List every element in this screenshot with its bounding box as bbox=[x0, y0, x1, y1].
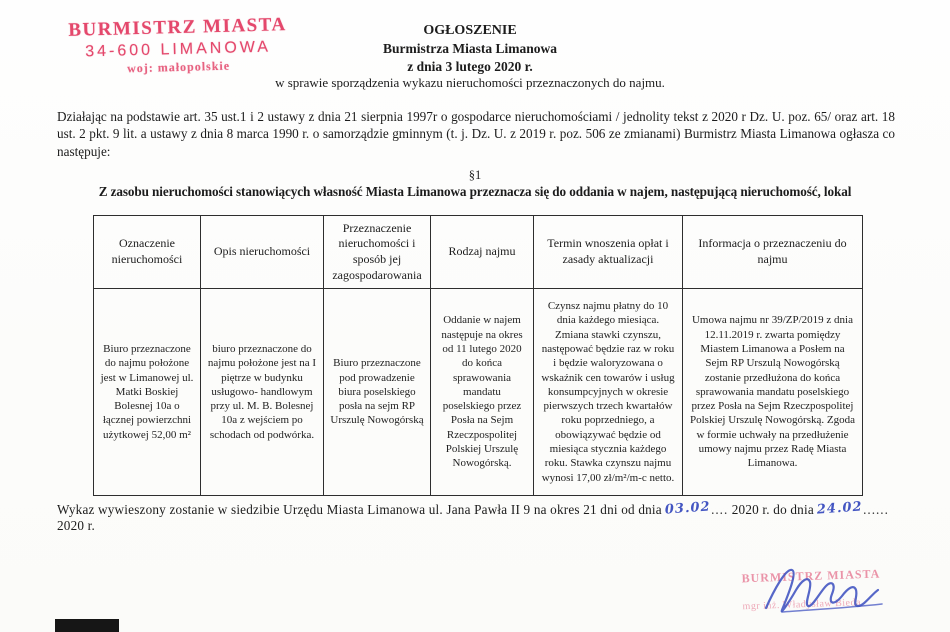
posting-period-line bbox=[57, 499, 917, 534]
posting-text-between: 2020 r. do dnia bbox=[731, 502, 814, 517]
col-header-przeznaczenie: Przeznaczenie nieruchomości i sposób jej zagospodarowania bbox=[324, 216, 431, 289]
section-mark: §1 bbox=[468, 168, 482, 182]
posting-text-suffix: 2020 r. bbox=[57, 518, 96, 533]
document-date: z dnia 3 lutego 2020 r. bbox=[407, 58, 533, 74]
col-header-oznaczenie: Oznaczenie nieruchomości bbox=[94, 216, 201, 289]
posting-text-prefix: Wykaz wywieszony zostanie w siedzibie Urzędu Miasta Limanowa ul. Jana Pawła II 9 na okres 21 dni od dnia bbox=[57, 502, 662, 517]
table-row bbox=[94, 289, 863, 496]
stamp-postal-city: 34-600 LIMANOWA bbox=[85, 38, 272, 61]
col-header-rodzaj-najmu: Rodzaj najmu bbox=[431, 216, 534, 289]
legal-basis-paragraph: Działając na podstawie art. 35 ust.1 i 2 ustawy z dnia 21 sierpnia 1997r o gospodarce nieruchomościami / jednolity tekst z 2020 r Dz. U. poz. 65/ oraz art. 18 ust. 2 pkt. 9 lit. a ustawy z dnia 8 marca 1990 r. o samorządzie gminnym (t. j. Dz. U. z 2019 r. poz. 506 ze zmianami) Burmistrz Miasta Limanowa ogłasza co następuje: bbox=[57, 109, 895, 159]
col-header-informacja: Informacja o przeznaczeniu do najmu bbox=[683, 216, 863, 289]
stamp-voivodeship: woj: małopolskie bbox=[126, 58, 231, 76]
document-subject: w sprawie sporządzenia wykazu nieruchomości przeznaczonych do najmu. bbox=[275, 75, 665, 91]
mayor-stamp-title: BURMISTRZ MIASTA bbox=[741, 566, 881, 586]
property-listing-table bbox=[93, 215, 863, 496]
mayor-stamp-name: mgr inż. Władysław Bieda bbox=[742, 597, 862, 613]
document-issuer: Burmistrza Miasta Limanowa bbox=[383, 41, 557, 57]
scan-artifact-black-box bbox=[55, 619, 119, 632]
cell-termin-oplat: Czynsz najmu płatny do 10 dnia każdego miesiąca. Zmiana stawki czynszu, następować będzie raz w roku i będzie waloryzowana o wskaźnik cen towarów i usług konsumpcyjnych w okresie pierwszych trzech kwartałów roku poprzedniego, a obowiązywać będzie od miesiąca stycznia każdego roku. Stawka czynszu najmu wynosi 17,00 zł/m²/m-c netto. bbox=[534, 289, 683, 496]
document-header bbox=[170, 22, 770, 92]
cell-informacja: Umowa najmu nr 39/ZP/2019 z dnia 12.11.2019 r. zwarta pomiędzy Miastem Limanowa a Posłem na Sejm RP Urszulą Nowogórską zostanie przedłużona do końca sprawowania mandatu poselskiego przez Posła na Sejm Rzeczpospolitej Polskiej Urszulę Nowogórską. Zgoda w formie uchwały na przedłużenie umowy najmu przez Radę Miasta Limanowa. bbox=[683, 289, 863, 496]
section-heading: Z zasobu nieruchomości stanowiących własność Miasta Limanowa przeznacza się do oddania w najem, następującą nieruchomość, lokal bbox=[98, 184, 852, 199]
table-header-row bbox=[94, 216, 863, 289]
dotted-leader-2: ...... bbox=[863, 502, 889, 517]
cell-opis: biuro przeznaczone do najmu położone jest na I piętrze w budynku usługowo- handlowym przy ul. M. B. Bolesnej 10a z wejściem po schodach od podwórka. bbox=[201, 289, 324, 496]
col-header-termin-oplat: Termin wnoszenia opłat i zasady aktualizacji bbox=[534, 216, 683, 289]
handwritten-date-to: 24.02 bbox=[816, 499, 864, 518]
dotted-leader-1: .... bbox=[711, 502, 729, 517]
handwritten-date-from: 03.02 bbox=[664, 499, 712, 518]
stamp-office-name: BURMISTRZ MIASTA bbox=[68, 14, 287, 41]
cell-oznaczenie: Biuro przeznaczone do najmu położone jest w Limanowej ul. Matki Boskiej Bolesnej 10a o łącznej powierzchni użytkowej 52,00 m² bbox=[94, 289, 201, 496]
handwritten-signature bbox=[752, 560, 902, 620]
col-header-opis: Opis nieruchomości bbox=[201, 216, 324, 289]
document-title: OGŁOSZENIE bbox=[423, 23, 517, 38]
cell-rodzaj-najmu: Oddanie w najem następuje na okres od 11 lutego 2020 do końca sprawowania mandatu poselskiego przez Posła na Sejm Rzeczpospolitej Polskiej Urszulę Nowogórską. bbox=[431, 289, 534, 496]
cell-przeznaczenie: Biuro przeznaczone pod prowadzenie biura poselskiego posła na sejm RP Urszulę Nowogórską bbox=[324, 289, 431, 496]
